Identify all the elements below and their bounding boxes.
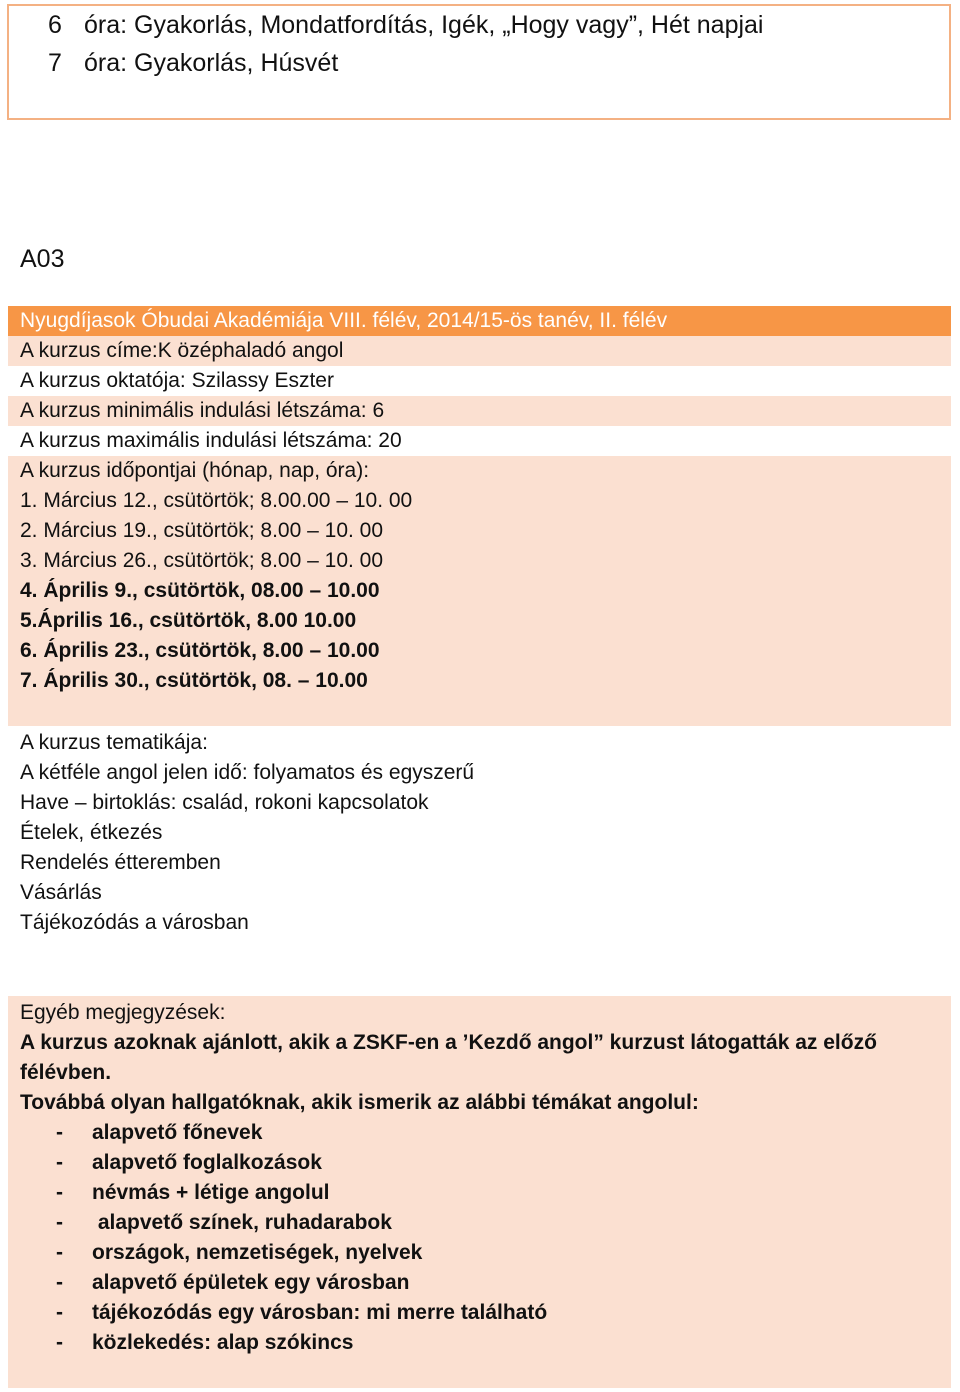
lesson-text: óra: Gyakorlás, Húsvét	[84, 49, 339, 77]
topics-block	[8, 726, 951, 996]
lesson-number: 7	[48, 49, 62, 77]
topic-item: Ételek, étkezés	[20, 821, 163, 844]
course-header: Nyugdíjasok Óbudai Akadémiája VIII. félév, 2014/15-ös tanév, II. félév	[8, 306, 951, 336]
bullet-item: - névmás + létige angolul	[56, 1181, 330, 1204]
notes-label: Egyéb megjegyzések:	[20, 1001, 226, 1024]
course-min-size: A kurzus minimális indulási létszáma: 6	[8, 396, 951, 426]
course-code: A03	[20, 245, 65, 273]
schedule-item: 6. Április 23., csütörtök, 8.00 – 10.00	[20, 639, 380, 662]
schedule-label: A kurzus időpontjai (hónap, nap, óra):	[20, 459, 370, 482]
schedule-item: 5.Április 16., csütörtök, 8.00 10.00	[20, 609, 357, 632]
lesson-text: óra: Gyakorlás, Mondatfordítás, Igék, „Hogy vagy”, Hét napjai	[84, 11, 764, 39]
bullet-item: - tájékozódás egy városban: mi merre található	[56, 1301, 548, 1324]
lesson-line-6	[48, 10, 763, 40]
bullet-item: - alapvető foglalkozások	[56, 1151, 322, 1174]
schedule-block	[8, 456, 951, 726]
topic-item: Tájékozódás a városban	[20, 911, 249, 934]
topic-item: A kétféle angol jelen idő: folyamatos és egyszerű	[20, 761, 475, 784]
course-max-size: A kurzus maximális indulási létszáma: 20	[8, 426, 951, 456]
course-teacher: A kurzus oktatója: Szilassy Eszter	[8, 366, 951, 396]
topics-label: A kurzus tematikája:	[20, 731, 208, 754]
schedule-item: 3. Március 26., csütörtök; 8.00 – 10. 00	[20, 549, 384, 572]
topic-item: Vásárlás	[20, 881, 102, 904]
schedule-item: 2. Március 19., csütörtök; 8.00 – 10. 00	[20, 519, 384, 542]
bullet-item: - alapvető főnevek	[56, 1121, 263, 1144]
notes-block	[8, 996, 951, 1388]
bullet-item: - alapvető színek, ruhadarabok	[56, 1211, 392, 1234]
lesson-number: 6	[48, 11, 62, 39]
notes-line: A kurzus azoknak ajánlott, akik a ZSKF-en a ’Kezdő angol” kurzust látogatták az előző	[20, 1031, 877, 1054]
course-title: A kurzus címe:K özéphaladó angol	[8, 336, 951, 366]
bullet-item: - országok, nemzetiségek, nyelvek	[56, 1241, 423, 1264]
bullet-item: - közlekedés: alap szókincs	[56, 1331, 354, 1354]
topic-item: Rendelés étteremben	[20, 851, 221, 874]
topic-item: Have – birtoklás: család, rokoni kapcsolatok	[20, 791, 429, 814]
schedule-item: 7. Április 30., csütörtök, 08. – 10.00	[20, 669, 368, 692]
schedule-item: 4. Április 9., csütörtök, 08.00 – 10.00	[20, 579, 380, 602]
schedule-item: 1. Március 12., csütörtök; 8.00.00 – 10. 00	[20, 489, 413, 512]
notes-line: félévben.	[20, 1061, 112, 1084]
notes-line: Továbbá olyan hallgatóknak, akik ismerik az alábbi témákat angolul:	[20, 1091, 699, 1114]
lesson-line-7	[48, 48, 338, 78]
bullet-item: - alapvető épületek egy városban	[56, 1271, 410, 1294]
